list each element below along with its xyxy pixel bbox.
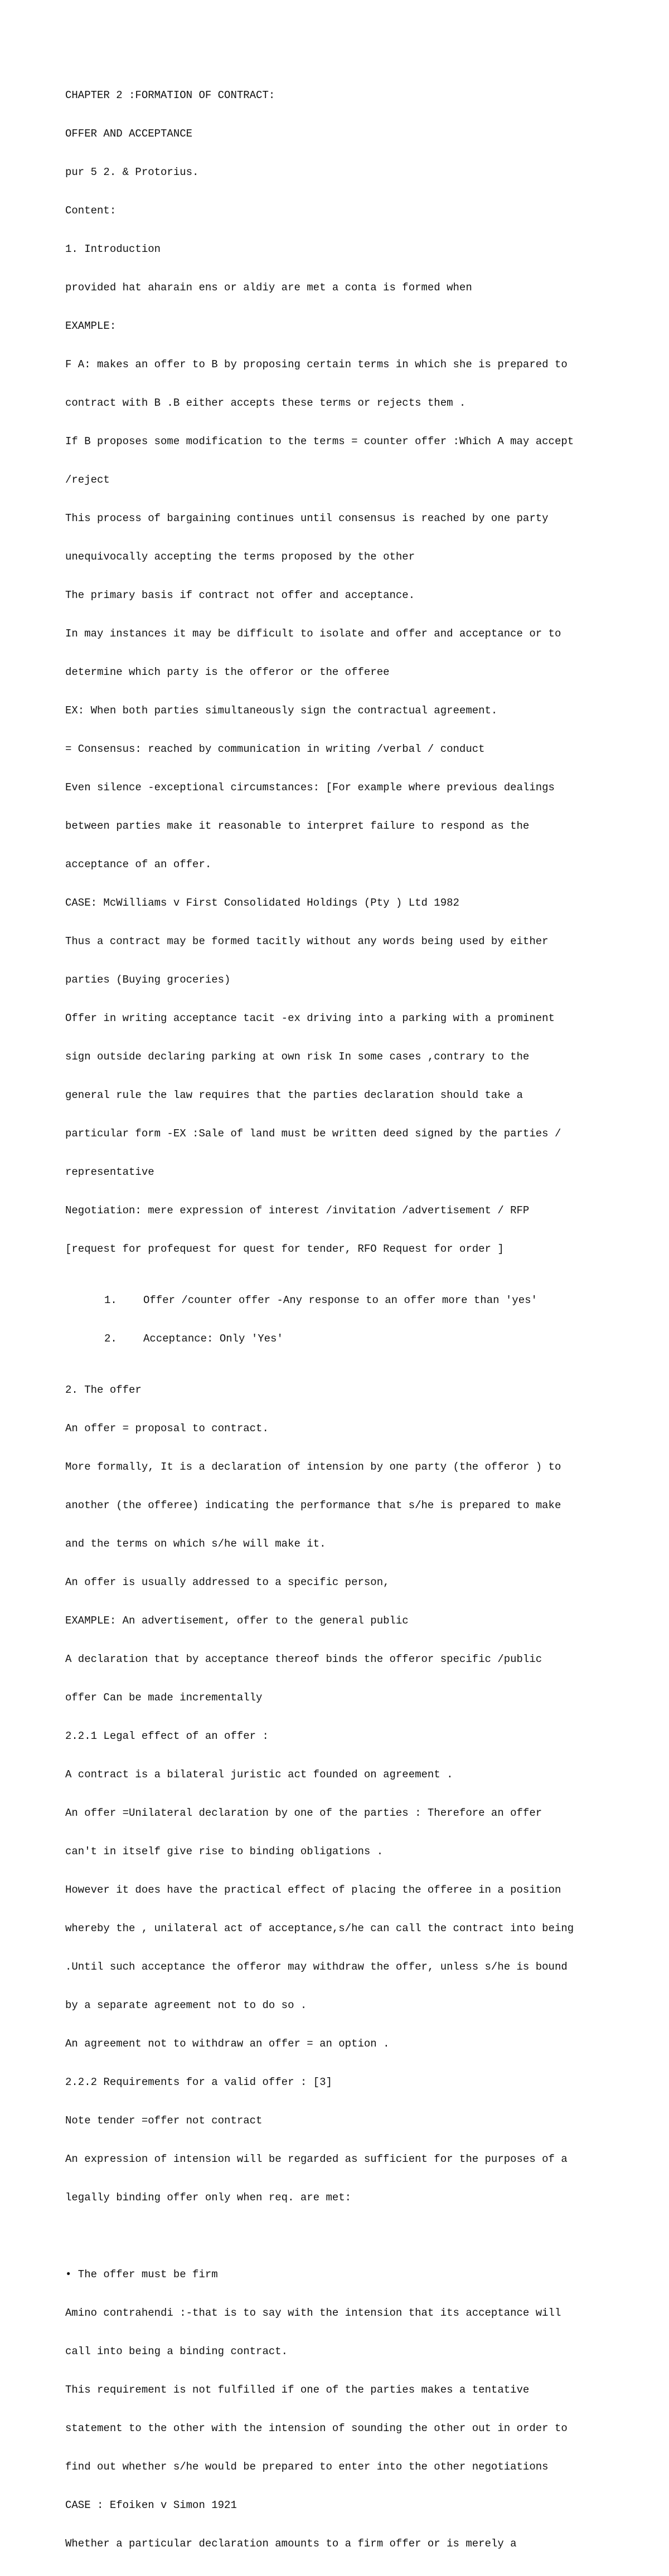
text-line: unequivocally accepting the terms proposed by the other [65,551,415,563]
text-line: EX: When both parties simultaneously sign the contractual agreement. [65,704,498,717]
text-line: An agreement not to withdraw an offer = an option . [65,2038,390,2050]
text-line: between parties make it reasonable to interpret failure to respond as the [65,820,530,832]
text-line: particular form -EX :Sale of land must be written deed signed by the parties / [65,1127,561,1140]
text-line: Offer in writing acceptance tacit -ex driving into a parking with a prominent [65,1012,555,1024]
text-line: Amino contrahendi :-that is to say with the intension that its acceptance will [65,2307,561,2319]
text-line: determine which party is the offeror or the offeree [65,666,390,678]
section-heading: 1. Introduction [65,243,161,255]
text-line: general rule the law requires that the parties declaration should take a [65,1089,523,1101]
text-line: Whether a particular declaration amounts to a firm offer or is merely a [65,2538,517,2550]
text-line: Negotiation: mere expression of interest /invitation /advertisement / RFP [65,1204,530,1217]
text-line: legally binding offer only when req. are met: [65,2191,352,2204]
text-line: = Consensus: reached by communication in writing /verbal / conduct [65,743,485,755]
text-line: another (the offeree) indicating the performance that s/he is prepared to make [65,1499,561,1511]
text-line: Content: [65,205,117,217]
list-number: 2. [104,1333,117,1345]
text-line: .Until such acceptance the offeror may withdraw the offer, unless s/he is bound [65,1961,568,1973]
numbered-list-item [65,1333,656,1345]
document-body [65,64,656,2576]
list-text: Acceptance: Only 'Yes' [143,1333,283,1345]
text-line: sign outside declaring parking at own risk In some cases ,contrary to the [65,1051,530,1063]
text-line: and the terms on which s/he will make it. [65,1538,326,1550]
list-text: Offer /counter offer -Any response to an offer more than 'yes' [143,1294,537,1306]
text-line: Note tender =offer not contract [65,2115,263,2127]
text-line: statement to the other with the intension of sounding the other out in order to [65,2422,568,2434]
text-line: pur 5 2. & Protorius. [65,166,199,178]
text-line: call into being a binding contract. [65,2345,288,2358]
text-line: contract with B .B either accepts these terms or rejects them . [65,397,466,409]
text-line: In may instances it may be difficult to isolate and offer and acceptance or to [65,628,561,640]
blank-line [65,2230,656,2243]
text-line: An expression of intension will be regarded as sufficient for the purposes of a [65,2153,568,2165]
text-line: find out whether s/he would be prepared to enter into the other negotiations [65,2461,549,2473]
text-line: If B proposes some modification to the terms = counter offer :Which A may accept [65,435,574,448]
text-line: Even silence -exceptional circumstances: [For example where previous dealings [65,781,555,794]
text-line: acceptance of an offer. [65,858,212,871]
text-line: This requirement is not fulfilled if one of the parties makes a tentative [65,2384,530,2396]
section-heading: 2. The offer [65,1384,142,1396]
text-line: provided hat aharain ens or aldiy are met a conta is formed when [65,281,472,294]
text-line: An offer =Unilateral declaration by one of the parties : Therefore an offer [65,1807,542,1819]
text-line: An offer is usually addressed to a specific person, [65,1576,390,1588]
text-line: More formally, It is a declaration of intension by one party (the offeror ) to [65,1461,561,1473]
text-line: A contract is a bilateral juristic act founded on agreement . [65,1768,453,1781]
text-line: representative [65,1166,154,1178]
bullet-item: • The offer must be firm [65,2268,218,2281]
text-line: Thus a contract may be formed tacitly without any words being used by either [65,935,549,947]
list-number: 1. [104,1294,117,1306]
text-line: F A: makes an offer to B by proposing certain terms in which she is prepared to [65,358,568,371]
chapter-title: CHAPTER 2 :FORMATION OF CONTRACT: [65,89,275,101]
text-line: [request for profequest for quest for tender, RFO Request for order ] [65,1243,504,1255]
text-line: whereby the , unilateral act of acceptance,s/he can call the contract into being [65,1922,574,1935]
text-line: The primary basis if contract not offer and acceptance. [65,589,415,601]
text-line: offer Can be made incrementally [65,1692,263,1704]
text-line: can't in itself give rise to binding obligations . [65,1845,384,1858]
subsection-heading: 2.2.1 Legal effect of an offer : [65,1730,269,1742]
text-line: parties (Buying groceries) [65,974,231,986]
text-line: However it does have the practical effect of placing the offeree in a position [65,1884,561,1896]
text-line: by a separate agreement not to do so . [65,1999,307,2011]
text-line: /reject [65,474,110,486]
text-line: This process of bargaining continues until consensus is reached by one party [65,512,549,524]
case-citation: CASE : Efoiken v Simon 1921 [65,2499,237,2511]
text-line: EXAMPLE: An advertisement, offer to the general public [65,1615,409,1627]
text-line: EXAMPLE: [65,320,117,332]
case-citation: CASE: McWilliams v First Consolidated Holdings (Pty ) Ltd 1982 [65,897,459,909]
chapter-subtitle: OFFER AND ACCEPTANCE [65,128,193,140]
text-line: An offer = proposal to contract. [65,1422,269,1435]
text-line: A declaration that by acceptance thereof binds the offeror specific /public [65,1653,542,1665]
subsection-heading: 2.2.2 Requirements for a valid offer : [3] [65,2076,332,2088]
numbered-list-item [65,1294,656,1307]
